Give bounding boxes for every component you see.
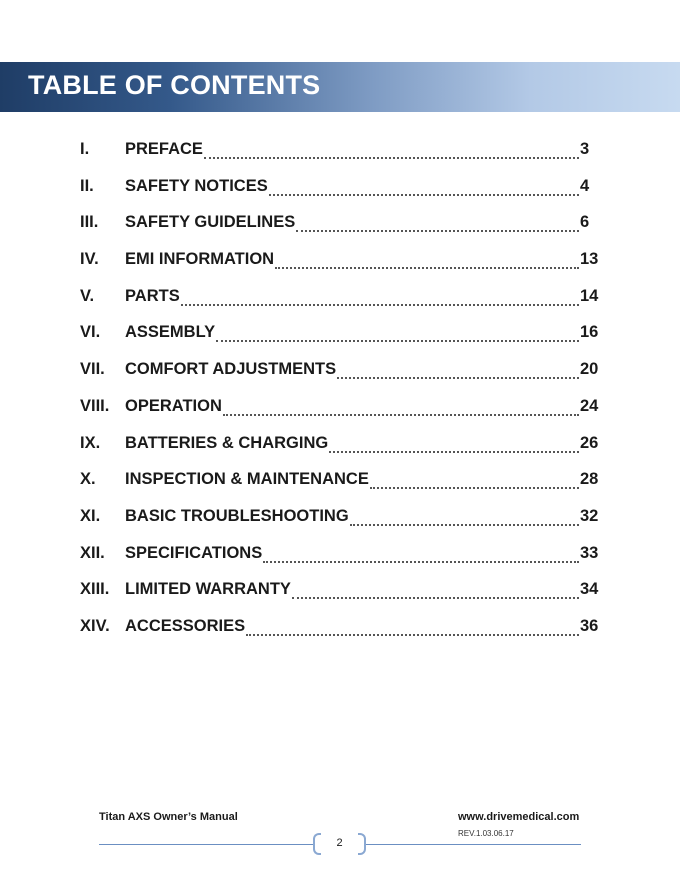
footer-divider-right — [366, 844, 581, 845]
toc-page-number: 33 — [580, 543, 599, 562]
toc-leader-dots — [204, 143, 579, 159]
toc-number: IV. — [80, 250, 99, 269]
toc-page-number: 28 — [580, 470, 599, 489]
toc-leader-dots — [263, 547, 579, 563]
toc-leader-dots — [329, 437, 579, 453]
toc-title: BATTERIES & CHARGING — [125, 433, 329, 452]
toc-page-number: 13 — [580, 250, 599, 269]
toc-number: VIII. — [80, 396, 110, 415]
toc-entry-assembly[interactable] — [80, 323, 602, 360]
toc-entry-comfort-adjustments[interactable] — [80, 360, 602, 397]
toc-leader-dots — [246, 620, 579, 636]
toc-number: VII. — [80, 360, 105, 379]
toc-entry-batteries-charging[interactable] — [80, 434, 602, 471]
toc-entry-basic-troubleshooting[interactable] — [80, 507, 602, 544]
toc-leader-dots — [337, 363, 579, 379]
footer-website: www.drivemedical.com — [458, 811, 580, 823]
toc-entry-safety-notices[interactable] — [80, 177, 602, 214]
toc-leader-dots — [350, 510, 579, 526]
header-banner — [0, 62, 680, 112]
page-number-bracket-right — [358, 833, 366, 855]
toc-leader-dots — [292, 583, 579, 599]
toc-number: I. — [80, 140, 90, 158]
toc-leader-dots — [216, 326, 579, 342]
toc-title: PREFACE — [125, 140, 203, 158]
toc-title: COMFORT ADJUSTMENTS — [125, 360, 337, 379]
toc-number: XII. — [80, 543, 105, 562]
toc-title: ASSEMBLY — [125, 323, 216, 342]
toc-entry-parts[interactable] — [80, 287, 602, 324]
toc-number: III. — [80, 213, 99, 232]
toc-entry-accessories[interactable] — [80, 617, 602, 654]
toc-page-number: 26 — [580, 433, 599, 452]
toc-leader-dots — [269, 180, 579, 196]
toc-title: SAFETY NOTICES — [125, 176, 268, 195]
toc-title: SPECIFICATIONS — [125, 543, 263, 562]
toc-leader-dots — [181, 290, 579, 306]
toc-entry-emi-information[interactable] — [80, 250, 602, 287]
page-number-bracket-left — [313, 833, 321, 855]
page-title: TABLE OF CONTENTS — [28, 70, 321, 100]
toc-page-number: 3 — [580, 140, 590, 158]
toc-number: XIII. — [80, 580, 110, 599]
footer-divider-left — [99, 844, 313, 845]
toc-page-number: 16 — [580, 323, 599, 342]
toc-page-number: 36 — [580, 616, 599, 635]
toc-title: OPERATION — [125, 396, 222, 415]
toc-leader-dots — [275, 253, 579, 269]
toc-title: INSPECTION & MAINTENANCE — [125, 470, 369, 489]
toc-entry-limited-warranty[interactable] — [80, 580, 602, 617]
footer-revision: REV.1.03.06.17 — [458, 829, 514, 838]
toc-entry-inspection-maintenance[interactable] — [80, 470, 602, 507]
toc-page-number: 6 — [580, 213, 590, 232]
toc-number: IX. — [80, 433, 101, 452]
toc-leader-dots — [296, 216, 579, 232]
toc-number: V. — [80, 286, 95, 305]
toc-number: X. — [80, 470, 96, 489]
toc-title: SAFETY GUIDELINES — [125, 213, 296, 232]
toc-entry-specifications[interactable] — [80, 544, 602, 581]
toc-title: ACCESSORIES — [125, 616, 246, 635]
toc-title: LIMITED WARRANTY — [125, 580, 291, 599]
toc-entry-operation[interactable] — [80, 397, 602, 434]
toc-number: VI. — [80, 323, 101, 342]
toc-leader-dots — [370, 473, 579, 489]
toc-title: BASIC TROUBLESHOOTING — [125, 506, 349, 525]
toc-title: EMI INFORMATION — [125, 250, 275, 269]
toc-page-number: 14 — [580, 286, 599, 305]
toc-page-number: 34 — [580, 580, 599, 599]
toc-number: XIV. — [80, 616, 110, 635]
page-number: 2 — [336, 837, 343, 849]
footer-manual-name: Titan AXS Owner’s Manual — [99, 811, 238, 823]
toc-page-number: 20 — [580, 360, 599, 379]
toc-number: XI. — [80, 506, 101, 525]
toc-page-number: 32 — [580, 506, 599, 525]
table-of-contents — [80, 140, 602, 654]
toc-entry-preface[interactable] — [80, 140, 602, 177]
toc-page-number: 24 — [580, 396, 599, 415]
toc-entry-safety-guidelines[interactable] — [80, 213, 602, 250]
toc-leader-dots — [223, 400, 579, 416]
toc-page-number: 4 — [580, 176, 590, 195]
toc-number: II. — [80, 176, 94, 195]
toc-title: PARTS — [125, 286, 180, 305]
